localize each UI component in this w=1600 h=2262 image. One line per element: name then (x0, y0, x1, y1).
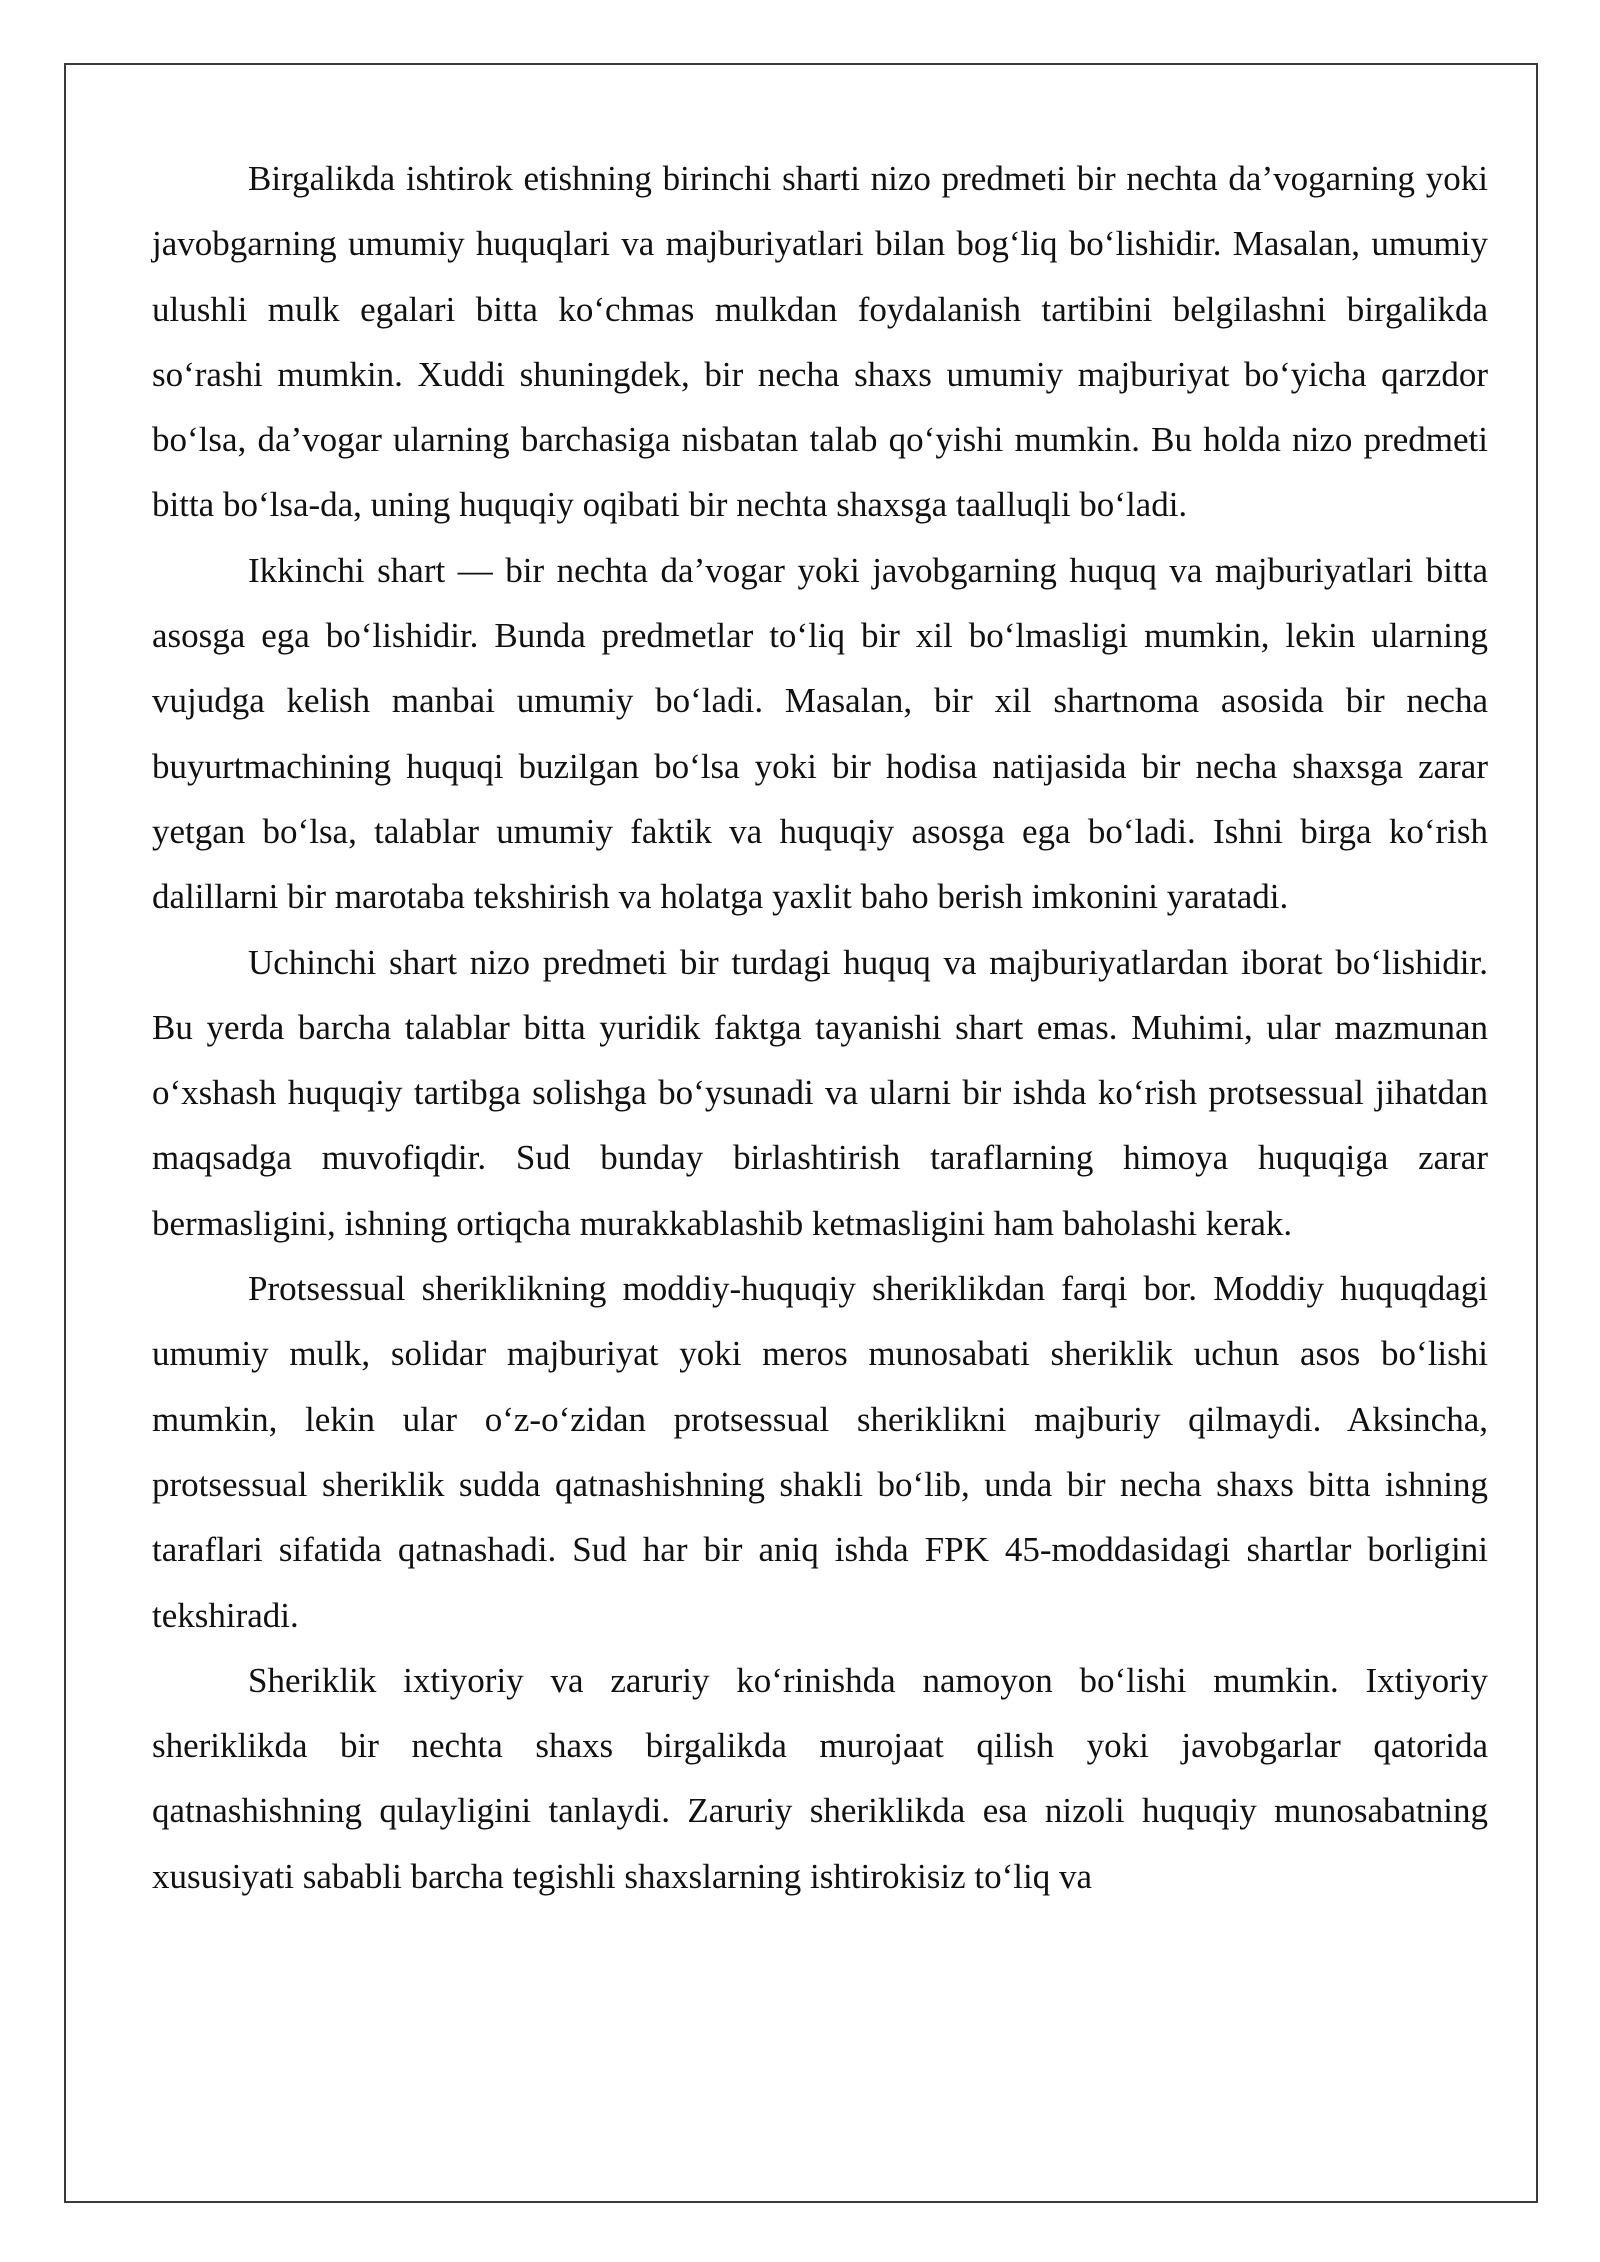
paragraph-voluntary-and-mandatory: Sheriklik ixtiyoriy va zaruriy ko‘rinishda namoyon bo‘lishi mumkin. Ixtiyoriy sheriklikda bir nechta shaxs birgalikda murojaat qilish yoki javobgarlar qatorida qatnashishning qulayligini tanlaydi. Zaruriy sheriklikda esa nizoli huquqiy munosabatning xususiyati sababli barcha tegishli shaxslarning ishtirokisiz to‘liq va (152, 1660, 1488, 1896)
document-body (152, 146, 1488, 1909)
paragraph-third-condition: Uchinchi shart nizo predmeti bir turdagi huquq va majburiyatlardan iborat bo‘lishidir. Bu yerda barcha talablar bitta yuridik faktga tayanishi shart emas. Muhimi, ular mazmunan o‘xshash huquqiy tartibga solishga bo‘ysunadi va ularni bir ishda ko‘rish protsessual jihatdan maqsadga muvofiqdir. Sud bunday birlashtirish taraflarning himoya huquqiga zarar bermasligini, ishning ortiqcha murakkablashib ketmasligini ham baholashi kerak. (152, 942, 1488, 1243)
paragraph-second-condition: Ikkinchi shart — bir nechta da’vogar yoki javobgarning huquq va majburiyatlari bitta asosga ega bo‘lishidir. Bunda predmetlar to‘liq bir xil bo‘lmasligi mumkin, lekin ularning vujudga kelish manbai umumiy bo‘ladi. Masalan, bir xil shartnoma asosida bir necha buyurtmachining huquqi buzilgan bo‘lsa yoki bir hodisa natijasida bir necha shaxsga zarar yetgan bo‘lsa, talablar umumiy faktik va huquqiy asosga ega bo‘ladi. Ishni birga ko‘rish dalillarni bir marotaba tekshirish va holatga yaxlit baho berish imkonini yaratadi. (152, 550, 1488, 917)
paragraph-procedural-vs-material: Protsessual sheriklikning moddiy-huquqiy sheriklikdan farqi bor. Moddiy huquqdagi umumiy mulk, solidar majburiyat yoki meros munosabati sheriklik uchun asos bo‘lishi mumkin, lekin ular o‘z-o‘zidan protsessual sheriklikni majburiy qilmaydi. Aksincha, protsessual sheriklik sudda qatnashishning shakli bo‘lib, unda bir necha shaxs bitta ishning taraflari sifatida qatnashadi. Sud har bir aniq ishda FPK 45-moddasidagi shartlar borligini tekshiradi. (152, 1269, 1488, 1635)
paragraph-first-condition: Birgalikda ishtirok etishning birinchi sharti nizo predmeti bir nechta da’vogarning yoki javobgarning umumiy huquqlari va majburiyatlari bilan bog‘liq bo‘lishidir. Masalan, umumiy ulushli mulk egalari bitta ko‘chmas mulkdan foydalanish tartibini belgilashni birgalikda so‘rashi mumkin. Xuddi shuningdek, bir necha shaxs umumiy majburiyat bo‘yicha qarzdor bo‘lsa, da’vogar ularning barchasiga nisbatan talab qo‘yishi mumkin. Bu holda nizo predmeti bitta bo‘lsa-da, uning huquqiy oqibati bir nechta shaxsga taalluqli bo‘ladi. (152, 159, 1488, 525)
